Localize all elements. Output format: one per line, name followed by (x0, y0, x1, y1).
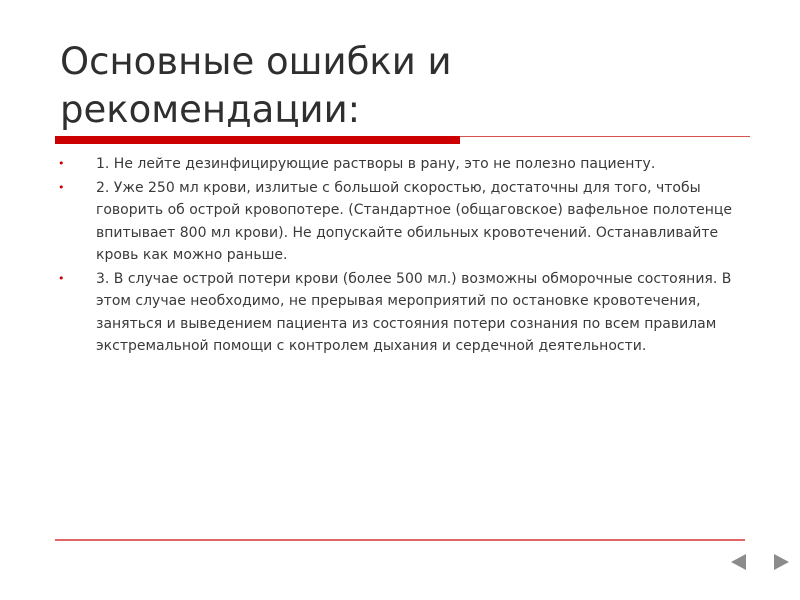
slide-title: Основные ошибки и рекомендации: (60, 40, 452, 131)
next-slide-button[interactable] (771, 552, 791, 572)
bullet-item-1 (56, 153, 746, 176)
footer-divider (55, 539, 745, 541)
title-underline-accent (55, 136, 460, 144)
bullet-marker: • (58, 180, 65, 194)
bullet-item-3 (56, 268, 746, 358)
bullet-item-2 (56, 177, 746, 267)
bullet-marker: • (58, 157, 65, 170)
triangle-right-icon (771, 552, 791, 572)
bullet-text: 2. Уже 250 мл крови, излитые с большой скоростью, достаточны для того, чтобы говорить об острой кровопотере. (Стандартное (общаговское) вафельное полотенце впитывает 800 мл крови). Не допускайте обильных кровотечений. Останавливайте кровь как можно раньше. (96, 179, 733, 263)
bullet-list (56, 153, 746, 359)
triangle-left-icon (729, 552, 749, 572)
previous-slide-button[interactable] (729, 552, 749, 572)
bullet-text: 1. Не лейте дезинфицирующие растворы в рану, это не полезно пациенту. (96, 156, 656, 172)
bullet-marker: • (58, 271, 65, 285)
bullet-text: 3. В случае острой потери крови (более 500 мл.) возможны обморочные состояния. В этом случае необходимо, не прерывая мероприятий по остановке кровотечения, заняться и выведением пациента из состояния потери сознания по всем правилам экстремальной помощи с контролем дыхания и сердечной деятельности. (96, 270, 732, 354)
